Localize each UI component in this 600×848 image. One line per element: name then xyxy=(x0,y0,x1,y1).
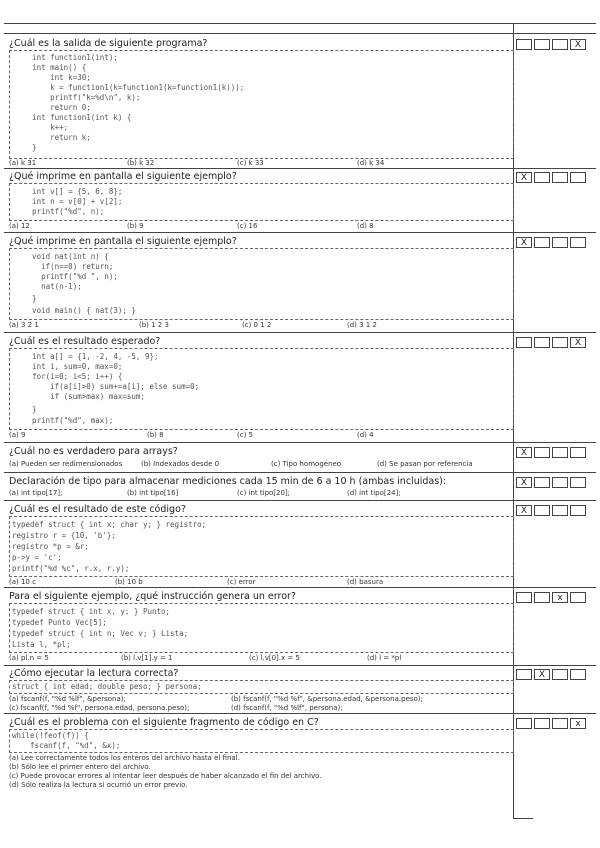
answer-box-a[interactable]: X xyxy=(516,505,532,516)
option-d[interactable]: (d) 8 xyxy=(357,222,374,230)
answer-row xyxy=(516,337,596,348)
option-d[interactable]: (d) 4 xyxy=(357,431,374,439)
answer-row xyxy=(516,39,596,50)
code-line: printf("%d", max); xyxy=(14,416,114,425)
option-a[interactable]: (a) Lee correctamente todos los enteros del archivo hasta el final. xyxy=(9,754,240,762)
question-text: ¿Cómo ejecutar la lectura correcta? xyxy=(9,668,179,679)
answer-row xyxy=(516,592,596,603)
answer-box-d[interactable]: X xyxy=(570,39,586,50)
answer-box-b[interactable] xyxy=(534,237,550,248)
option-b[interactable]: (b) 9 xyxy=(127,222,144,230)
question-text: ¿Qué imprime en pantalla el siguiente ejemplo? xyxy=(9,236,237,247)
option-d[interactable]: (d) k 34 xyxy=(357,159,385,167)
option-d[interactable]: (d) fscanf(f, "%d %lf", persona); xyxy=(231,704,343,712)
answer-row xyxy=(516,669,596,680)
answer-box-c[interactable] xyxy=(552,172,568,183)
option-c[interactable]: (c) k 33 xyxy=(237,159,264,167)
option-b[interactable]: (b) Indexados desde 0 xyxy=(141,460,220,468)
code-line: p->y = 'c'; xyxy=(12,553,62,562)
question-text: ¿Cuál no es verdadero para arrays? xyxy=(9,446,178,457)
code-line: registro *p = &r; xyxy=(12,542,89,551)
option-a[interactable]: (a) 12 xyxy=(9,222,30,230)
question-10 xyxy=(9,717,514,809)
answer-box-c[interactable] xyxy=(552,477,568,488)
option-b[interactable]: (b) Sólo lee el primer entero del archivo. xyxy=(9,763,151,771)
question-separator xyxy=(4,587,596,588)
answer-box-c[interactable]: x xyxy=(552,592,568,603)
question-separator xyxy=(4,168,596,169)
code-line: void nat(int n) { xyxy=(14,252,109,261)
option-c[interactable]: (c) 5 xyxy=(237,431,253,439)
option-a[interactable]: (a) 10 c xyxy=(9,578,36,586)
answer-box-b[interactable] xyxy=(534,39,550,50)
code-line: int main() { xyxy=(14,63,87,72)
option-d[interactable]: (d) l = *pl xyxy=(367,654,402,662)
bottom-rule xyxy=(513,818,533,819)
question-separator xyxy=(4,332,596,333)
question-8 xyxy=(9,591,514,665)
answer-box-c[interactable] xyxy=(552,237,568,248)
code-block xyxy=(9,729,514,753)
option-a[interactable]: (a) 9 xyxy=(9,431,26,439)
option-a[interactable]: (a) pl.n = 5 xyxy=(9,654,49,662)
answer-box-c[interactable] xyxy=(552,669,568,680)
option-a[interactable]: (a) Pueden ser redimensionados xyxy=(9,460,123,468)
option-d[interactable]: (d) Sólo realiza la lectura si ocurrió un error previo. xyxy=(9,781,188,789)
option-a[interactable]: (a) k 31 xyxy=(9,159,37,167)
answer-box-d[interactable] xyxy=(570,172,586,183)
option-b[interactable]: (b) 10 b xyxy=(115,578,143,586)
code-line: int n = v[0] + v[2]; xyxy=(14,197,123,206)
code-line: k = function1(k=function1(k=function1(k))); xyxy=(14,83,245,92)
answer-box-d[interactable] xyxy=(570,592,586,603)
code-line: void main() { nat(3); } xyxy=(14,306,136,315)
option-c[interactable]: (c) 0 1 2 xyxy=(242,321,272,329)
code-line: if(a[i]>0) sum+=a[i]; else sum=0; xyxy=(14,382,200,391)
code-line: typedef struct { int x; char y; } registro; xyxy=(12,520,207,529)
code-line: nat(n-1); xyxy=(14,282,82,291)
code-line: typedef Punto Vec[5]; xyxy=(12,618,107,627)
code-line: } xyxy=(14,405,37,414)
code-line: return k; xyxy=(14,133,91,142)
option-b[interactable]: (b) 8 xyxy=(147,431,164,439)
answer-box-b[interactable] xyxy=(534,447,550,458)
code-block xyxy=(9,248,514,320)
answer-box-b[interactable] xyxy=(534,592,550,603)
question-text: ¿Cuál es el problema con el siguiente fragmento de código en C? xyxy=(9,717,319,728)
code-block xyxy=(9,516,514,577)
code-line: k++; xyxy=(14,123,69,132)
code-line: fscanf(f, "%d", &x); xyxy=(12,741,121,750)
code-line: typedef struct { int x, y; } Punto; xyxy=(12,607,171,616)
code-line: struct { int edad; double peso; } persona; xyxy=(12,682,202,691)
question-text: Declaración de tipo para almacenar mediciones cada 15 min de 6 a 10 h (ambas incluidas): xyxy=(9,476,447,487)
option-c[interactable]: (c) int tipo[20]; xyxy=(237,489,291,497)
option-c[interactable]: (c) 16 xyxy=(237,222,258,230)
code-line: registro r = {10, 'b'}; xyxy=(12,531,116,540)
answer-box-d[interactable] xyxy=(570,505,586,516)
code-block xyxy=(9,603,514,653)
question-4 xyxy=(9,336,514,442)
question-separator xyxy=(4,500,596,501)
question-1 xyxy=(9,38,514,168)
option-c[interactable]: (c) error xyxy=(227,578,256,586)
question-text: ¿Cuál es el resultado de este código? xyxy=(9,504,186,515)
answer-box-b[interactable] xyxy=(534,172,550,183)
answer-box-a[interactable] xyxy=(516,669,532,680)
question-6 xyxy=(9,476,514,500)
code-line: Lista l, *pl; xyxy=(12,640,71,649)
answer-box-a[interactable] xyxy=(516,39,532,50)
code-line: int k=30; xyxy=(14,73,91,82)
code-line: if(n==0) return; xyxy=(14,262,114,271)
answer-box-a[interactable] xyxy=(516,592,532,603)
option-c[interactable]: (c) l.v[0].x = 5 xyxy=(249,654,300,662)
code-line: if (sum>max) max=sum; xyxy=(14,392,145,401)
option-c[interactable]: (c) fscanf(f, "%d %f", persona.edad, persona.peso); xyxy=(9,704,190,712)
answer-row xyxy=(516,237,596,248)
option-d[interactable]: (d) Se pasan por referencia xyxy=(377,460,473,468)
answer-box-a[interactable]: X xyxy=(516,477,532,488)
answer-box-c[interactable] xyxy=(552,447,568,458)
option-a[interactable]: (a) fscanf(f, "%d %lf", &persona); xyxy=(9,695,126,703)
option-b[interactable]: (b) int tipo[16] xyxy=(127,489,179,497)
question-5 xyxy=(9,446,514,472)
code-line: printf("k=%d\n", k); xyxy=(14,93,141,102)
answer-box-c[interactable] xyxy=(552,505,568,516)
answer-box-c[interactable] xyxy=(552,39,568,50)
answer-box-d[interactable] xyxy=(570,237,586,248)
option-b[interactable]: (b) l.v[1].y = 1 xyxy=(121,654,173,662)
answer-box-c[interactable] xyxy=(552,337,568,348)
code-line: return 0; xyxy=(14,103,91,112)
code-line: } xyxy=(14,143,37,152)
code-block xyxy=(9,50,514,159)
option-c[interactable]: (c) Puede provocar errores al intentar leer después de haber alcanzado el fin del archivo. xyxy=(9,772,322,780)
option-b[interactable]: (b) 1 2 3 xyxy=(139,321,169,329)
question-text: ¿Qué imprime en pantalla el siguiente ejemplo? xyxy=(9,171,237,182)
answer-box-d[interactable]: X xyxy=(570,337,586,348)
code-line: int a[] = {1, -2, 4, -5, 9}; xyxy=(14,352,159,361)
answer-row xyxy=(516,477,596,488)
code-line: int function1(int k) { xyxy=(14,113,132,122)
question-2 xyxy=(9,171,514,231)
answer-row xyxy=(516,505,596,516)
question-separator xyxy=(4,232,596,233)
code-line: printf("%d", n); xyxy=(14,207,105,216)
answer-box-d[interactable] xyxy=(570,669,586,680)
code-line: int i, sum=0, max=0; xyxy=(14,362,123,371)
question-separator xyxy=(4,442,596,443)
answer-box-b[interactable] xyxy=(534,477,550,488)
answer-box-a[interactable]: X xyxy=(516,172,532,183)
option-d[interactable]: (d) 3 1 2 xyxy=(347,321,377,329)
code-block xyxy=(9,183,514,221)
answer-box-d[interactable] xyxy=(570,447,586,458)
code-block xyxy=(9,348,514,430)
question-7 xyxy=(9,504,514,587)
question-separator xyxy=(4,665,596,666)
question-text: ¿Cuál es el resultado esperado? xyxy=(9,336,161,347)
answer-box-b[interactable] xyxy=(534,718,550,729)
code-line: } xyxy=(14,294,37,303)
answer-box-c[interactable] xyxy=(552,718,568,729)
code-line: for(i=0; i<5; i++) { xyxy=(14,372,123,381)
option-b[interactable]: (b) fscanf(f, "%d %f", &persona.edad, &persona.peso); xyxy=(231,695,423,703)
answer-row xyxy=(516,172,596,183)
question-text: Para el siguiente ejemplo, ¿qué instrucción genera un error? xyxy=(9,591,296,602)
question-separator xyxy=(4,713,596,714)
option-b[interactable]: (b) k 32 xyxy=(127,159,155,167)
option-d[interactable]: (d) int tipo[24]; xyxy=(347,489,401,497)
option-a[interactable]: (a) int tipo[17]; xyxy=(9,489,63,497)
answer-box-b[interactable] xyxy=(534,337,550,348)
answer-row xyxy=(516,718,596,729)
answer-box-d[interactable]: x xyxy=(570,718,586,729)
question-separator xyxy=(4,472,596,473)
header-rule xyxy=(4,33,596,34)
answer-box-a[interactable]: X xyxy=(516,447,532,458)
option-d[interactable]: (d) basura xyxy=(347,578,384,586)
code-block xyxy=(9,680,514,694)
answer-box-a[interactable] xyxy=(516,718,532,729)
option-a[interactable]: (a) 3 2 1 xyxy=(9,321,39,329)
answer-box-d[interactable] xyxy=(570,477,586,488)
code-line: printf("%d %c", r.x, r.y); xyxy=(12,564,130,573)
answer-row xyxy=(516,447,596,458)
code-line: while(!feof(f)) { xyxy=(12,731,89,740)
answer-box-a[interactable]: X xyxy=(516,237,532,248)
answer-box-a[interactable] xyxy=(516,337,532,348)
code-line: typedef struct { int n; Vec v; } Lista; xyxy=(12,629,189,638)
answer-box-b[interactable] xyxy=(534,505,550,516)
question-3 xyxy=(9,236,514,332)
question-text: ¿Cuál es la salida de siguiente programa? xyxy=(9,38,208,49)
code-line: int function1(int); xyxy=(14,53,118,62)
answer-box-b[interactable]: X xyxy=(534,669,550,680)
code-line: int v[] = {5, 6, 8}; xyxy=(14,187,123,196)
code-line: printf("%d ", n); xyxy=(14,272,118,281)
top-rule xyxy=(4,23,596,24)
question-9 xyxy=(9,668,514,713)
option-c[interactable]: (c) Tipo homogéneo xyxy=(271,460,342,468)
